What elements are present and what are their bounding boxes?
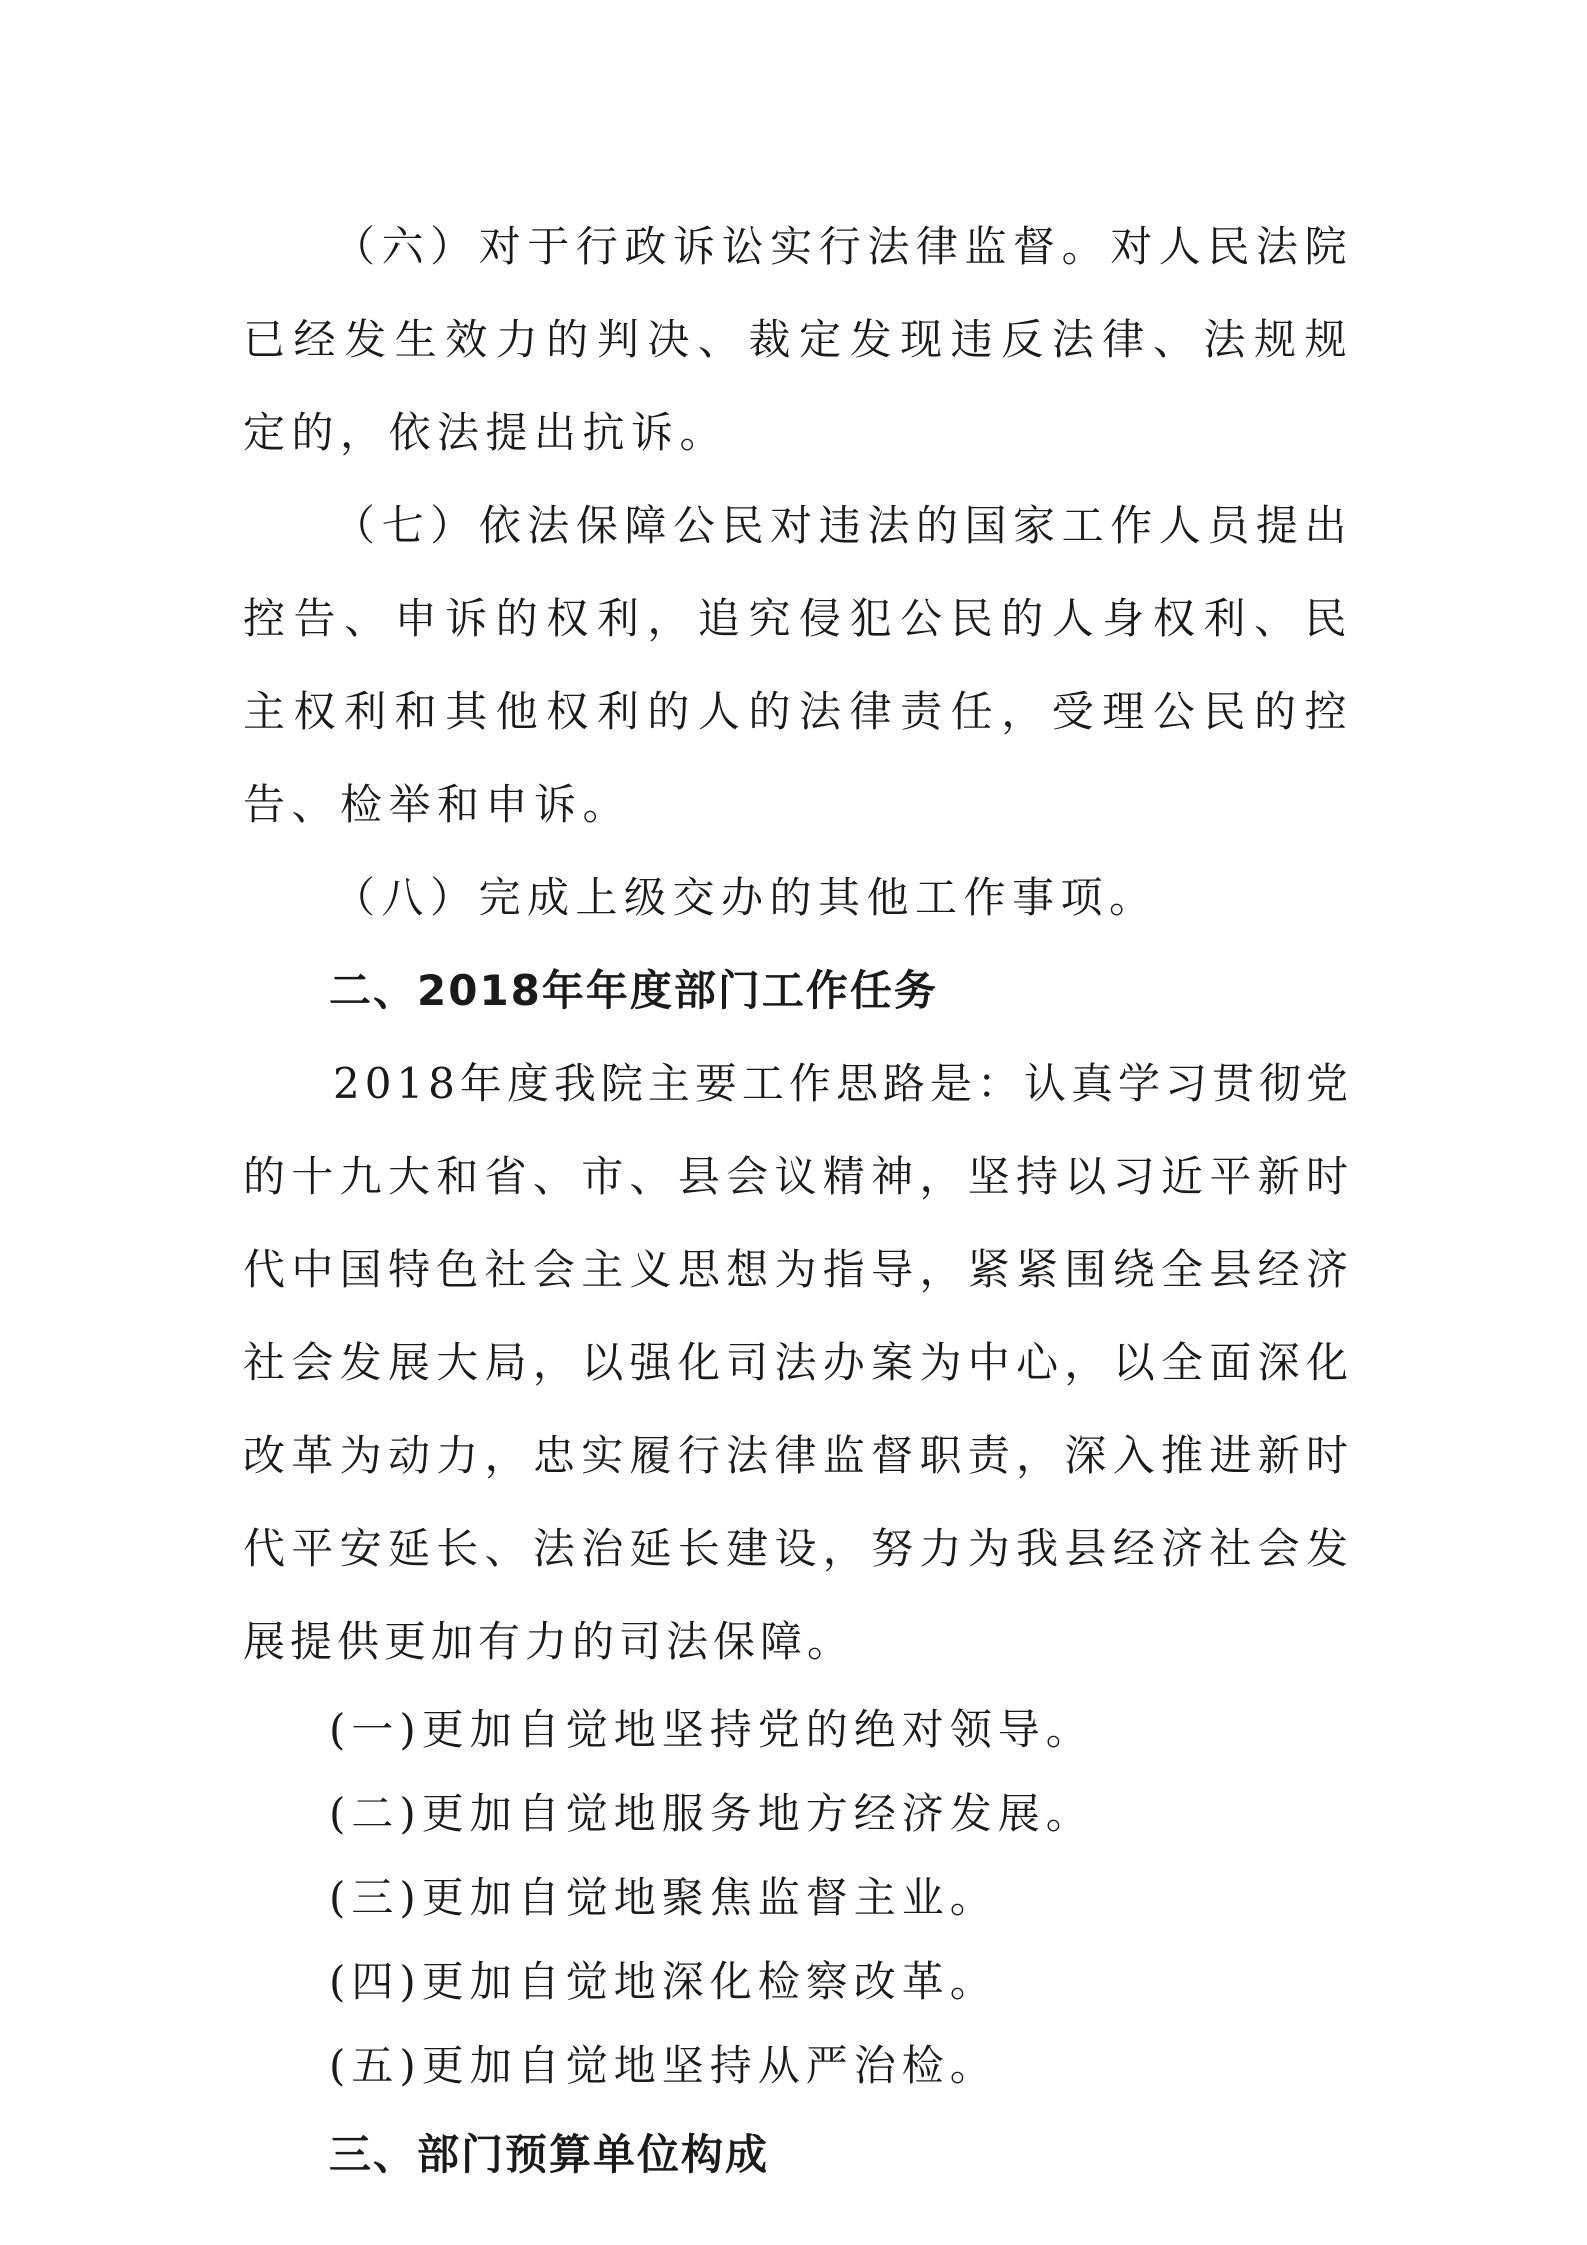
section-2-heading: 二、2018年年度部门工作任务 — [329, 966, 938, 1015]
section-2-intro: 2018年度我院主要工作思路是：认真学习贯彻党的十九大和省、市、县会议精神，坚持以习近平新时代中国特色社会主义思想为指导，紧紧围绕全县经济社会发展大局，以强化司法办案为中心，以全面深化改革为动力，忠实履行法律监督职责，深入推进新时代平安延长、法治延长建设，努力为我县经济社会发展提供更加有力的司法保障。 — [243, 1059, 1353, 1666]
paragraph-item-8: （八）完成上级交办的其他工作事项。 — [333, 873, 1158, 922]
section-2-item-5: (五)更加自觉地坚持从严治检。 — [329, 2041, 998, 2090]
document-body — [243, 200, 1353, 2201]
paragraph-item-7: （七）依法保障公民对违法的国家工作人员提出控告、申诉的权利，追究侵犯公民的人身权利、民主权利和其他权利的人的法律责任，受理公民的控告、检举和申诉。 — [243, 501, 1353, 829]
section-2-item-list — [243, 1688, 1353, 2108]
section-2-item-3: (三)更加自觉地聚焦监督主业。 — [329, 1873, 998, 1922]
section-2-item-4: (四)更加自觉地深化检察改革。 — [329, 1957, 998, 2006]
section-3-heading: 三、部门预算单位构成 — [329, 2130, 770, 2179]
section-2-item-2: (二)更加自觉地服务地方经济发展。 — [329, 1789, 1094, 1838]
paragraph-item-6: （六）对于行政诉讼实行法律监督。对人民法院已经发生效力的判决、裁定发现违反法律、法规规定的，依法提出抗诉。 — [243, 222, 1353, 457]
section-2-item-1: (一)更加自觉地坚持党的绝对领导。 — [329, 1705, 1094, 1754]
